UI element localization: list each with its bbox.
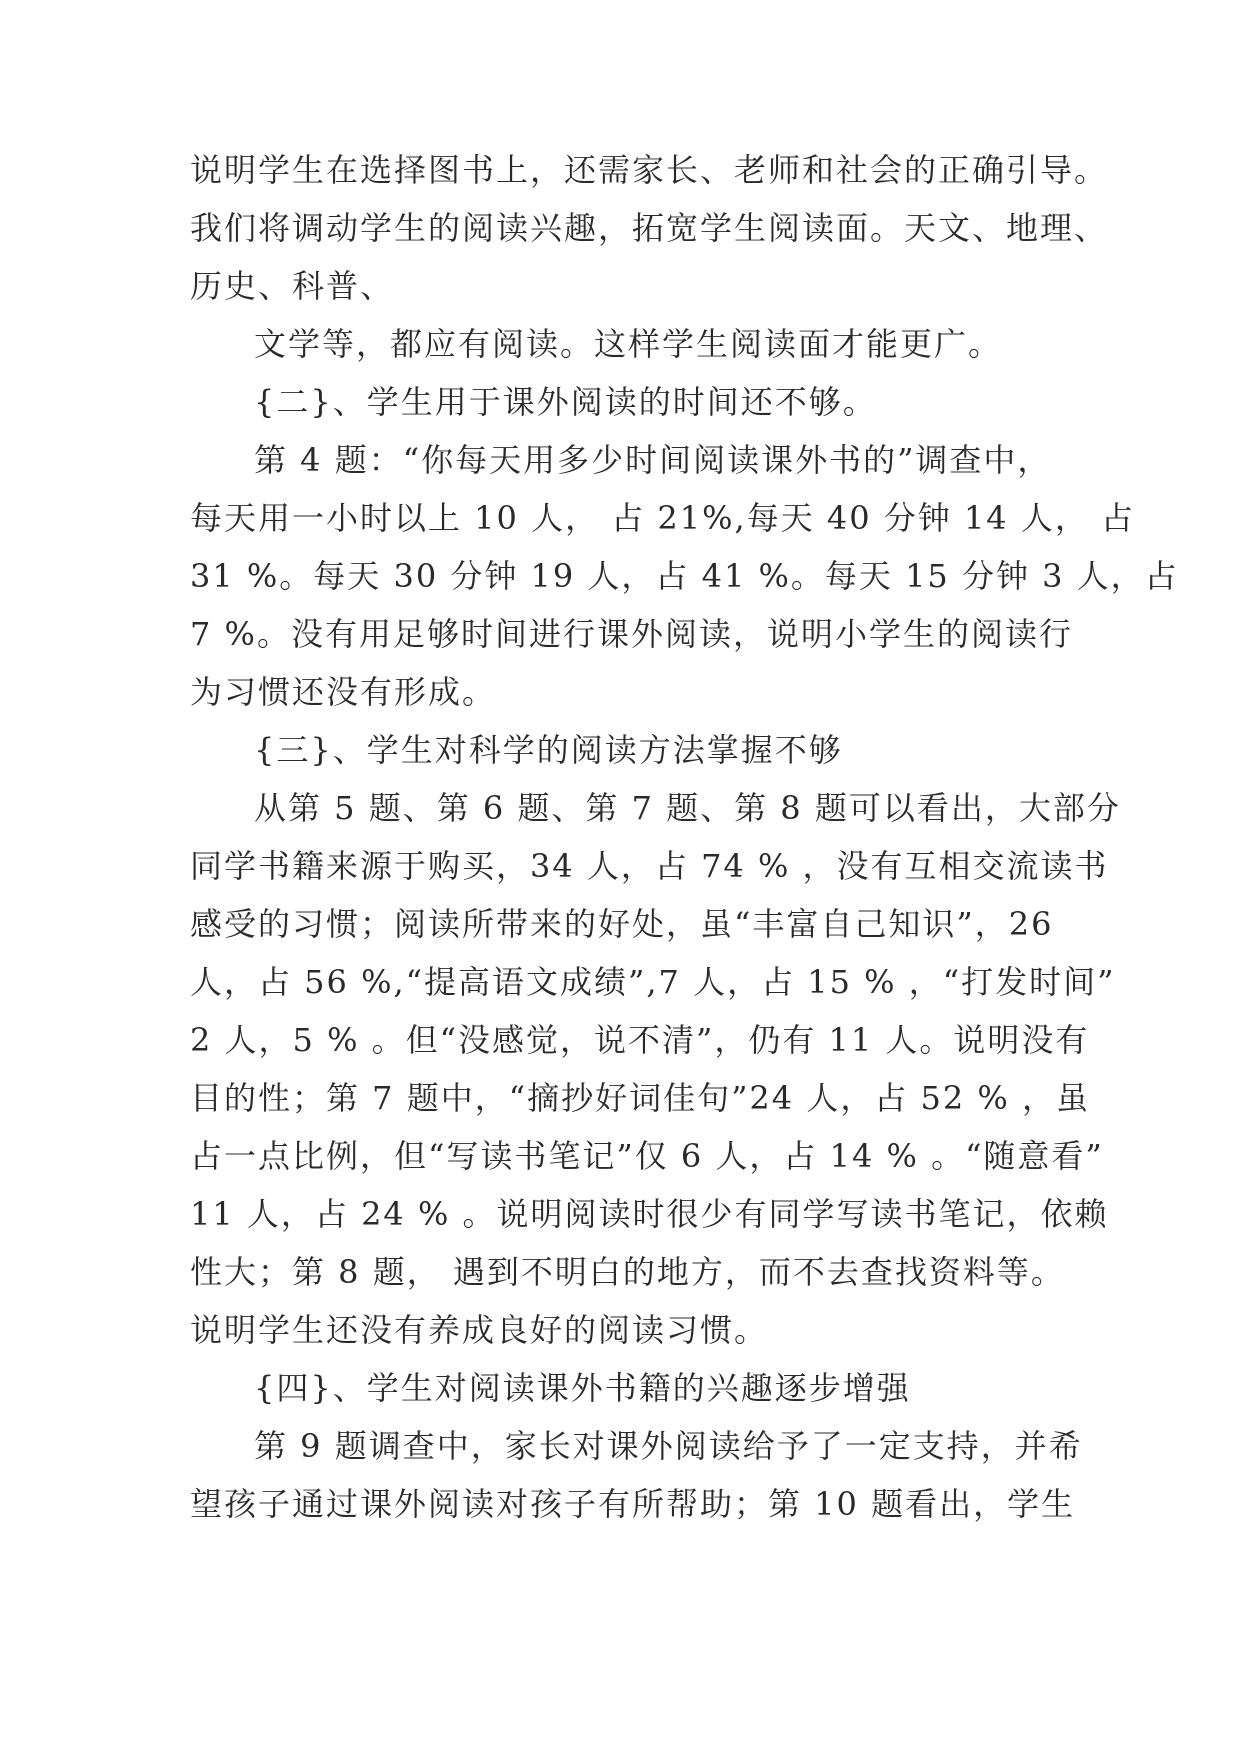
text-line: 人，占 56 %,“提高语文成绩”,7 人，占 15 % ，“打发时间” xyxy=(190,963,1116,1001)
text-line: 7 %。没有用足够时间进行课外阅读，说明小学生的阅读行 xyxy=(190,615,1073,653)
text-line: 说明学生在选择图书上，还需家长、老师和社会的正确引导。 xyxy=(190,151,1109,189)
text-line: 目的性；第 7 题中，“摘抄好词佳句”24 人，占 52 % ，虽 xyxy=(190,1079,1090,1117)
text-line: 为习惯还没有形成。 xyxy=(190,673,497,711)
text-line: 占一点比例，但“写读书笔记”仅 6 人，占 14 % 。“随意看” xyxy=(190,1137,1104,1175)
text-line: 望孩子通过课外阅读对孩子有所帮助；第 10 题看出，学生 xyxy=(190,1485,1076,1523)
text-line: 2 人，5 % 。但“没感觉，说不清”，仍有 11 人。说明没有 xyxy=(190,1021,1090,1059)
text-line: 31 %。每天 30 分钟 19 人，占 41 %。每天 15 分钟 3 人，占 xyxy=(190,557,1179,595)
text-line: 性大；第 8 题， 遇到不明白的地方，而不去查找资料等。 xyxy=(190,1253,1065,1291)
section-heading: {二}、学生用于课外阅读的时间还不够。 xyxy=(254,383,877,421)
text-line: 从第 5 题、第 6 题、第 7 题、第 8 题可以看出，大部分 xyxy=(254,789,1121,827)
text-line: 第 9 题调查中，家长对课外阅读给予了一定支持，并希 xyxy=(254,1427,1083,1465)
text-line: 第 4 题：“你每天用多少时间阅读课外书的”调查中， xyxy=(254,441,1052,479)
section-heading: {三}、学生对科学的阅读方法掌握不够 xyxy=(254,731,843,769)
text-line: 感受的习惯；阅读所带来的好处，虽“丰富自己知识”，26 xyxy=(190,905,1054,943)
text-line: 每天用一小时以上 10 人， 占 21%,每天 40 分钟 14 人， 占 xyxy=(190,499,1136,537)
text-line: 11 人，占 24 % 。说明阅读时很少有同学写读书笔记，依赖 xyxy=(190,1195,1109,1233)
text-line: 文学等，都应有阅读。这样学生阅读面才能更广。 xyxy=(254,325,1003,363)
section-heading: {四}、学生对阅读课外书籍的兴趣逐步增强 xyxy=(254,1369,911,1407)
text-line: 说明学生还没有养成良好的阅读习惯。 xyxy=(190,1311,769,1349)
text-line: 我们将调动学生的阅读兴趣，拓宽学生阅读面。天文、地理、 xyxy=(190,209,1109,247)
text-line: 同学书籍来源于购买，34 人，占 74 % ，没有互相交流读书 xyxy=(190,847,1109,885)
text-line: 历史、科普、 xyxy=(190,267,395,305)
